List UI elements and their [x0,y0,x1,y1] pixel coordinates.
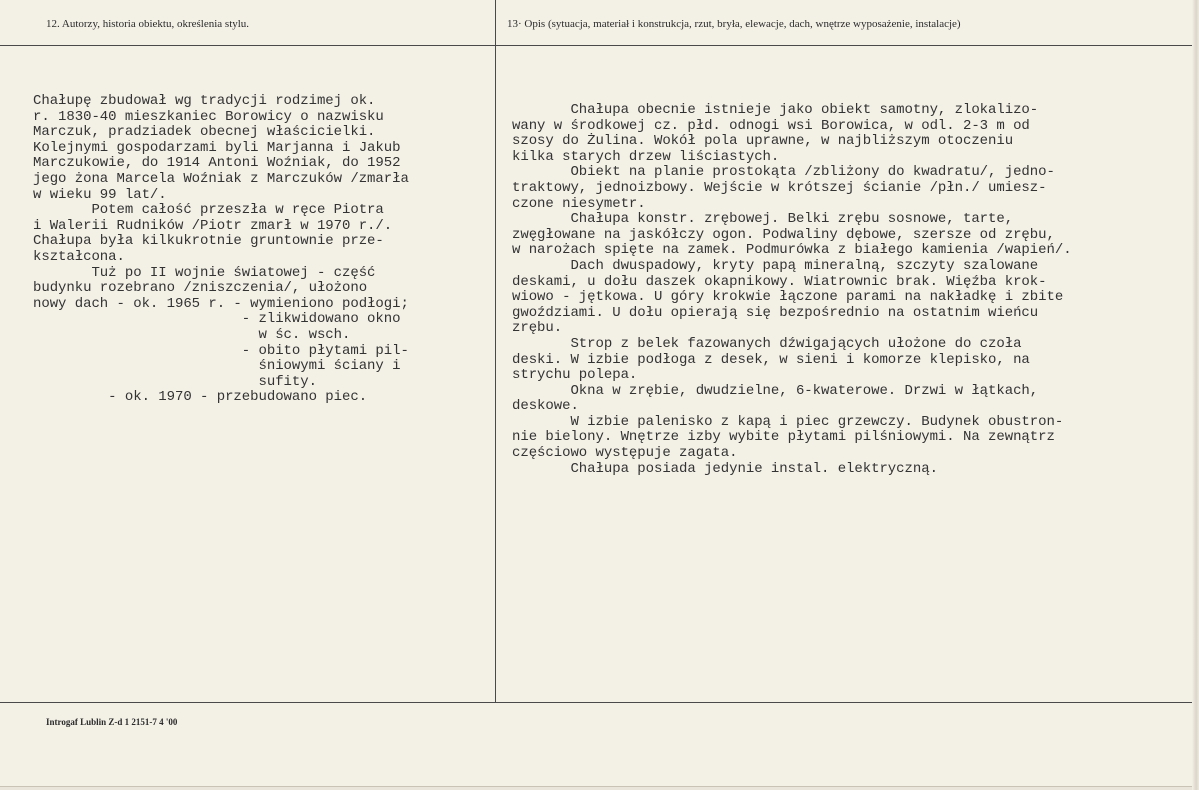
text-line: jego żona Marcela Woźniak z Marczuków /zmarła [33,170,409,187]
text-line: deski. W izbie podłoga z desek, w sieni i komorze klepisko, na [512,351,1030,368]
text-line: nowy dach - ok. 1965 r. - wymieniono podłogi; [33,295,409,312]
text-line: Marczuk, pradziadek obecnej właścicielki. [33,124,376,141]
text-line: deskowe. [512,398,579,415]
footer-divider [0,702,1192,703]
text-line: wany w środkowej cz. płd. odnogi wsi Borowica, w odl. 2-3 m od [512,117,1030,134]
text-line: Dach dwuspadowy, kryty papą mineralną, szczyty szalowane [512,257,1039,274]
text-line: Chałupa posiada jedynie instal. elektryczną. [512,460,938,477]
text-line: Obiekt na planie prostokąta /zbliżony do kwadratu/, jedno- [512,164,1055,181]
form-header [0,0,1192,46]
text-line: w śc. wsch. [33,326,351,343]
text-line: wiowo - jętkowa. U góry krokwie łączone parami na nakładkę i zbite [512,289,1064,306]
text-line: czone niesymetr. [512,195,646,212]
text-line: r. 1830-40 mieszkaniec Borowicy o nazwisku [33,108,384,125]
text-line: kilka starych drzew liściastych. [512,148,780,165]
sheet-edge [1192,0,1199,790]
text-line: deskami, u dołu daszek okapnikowy. Wiatrownic brak. Więźba krok- [512,273,1047,290]
text-line: Chałupa konstr. zrębowej. Belki zrębu sosnowe, tarte, [512,211,1014,228]
text-line: częściowo występuje zagata. [512,445,738,462]
text-line: Kolejnymi gospodarzami byli Marjanna i Jakub [33,139,401,156]
text-line: sufity. [33,373,317,390]
text-line: kształcona. [33,248,125,265]
text-line: szosy do Żulina. Wokół pola uprawne, w najbliższym otoczeniu [512,133,1014,150]
text-line: W izbie palenisko z kapą i piec grzewczy. Budynek obustron- [512,413,1064,430]
text-line: Chałupa obecnie istnieje jako obiekt samotny, zlokalizo- [512,102,1039,118]
text-line: gwoździami. U dołu opierają się bezpośrednio na ostatnim wieńcu [512,304,1039,321]
text-line: Chałupę zbudował wg tradycji rodzimej ok. [33,93,376,109]
text-line: strychu polepa. [512,367,638,384]
text-line: Tuż po II wojnie światowej - część [33,264,376,281]
text-line: nie bielony. Wnętrze izby wybite płytami pilśniowymi. Na zewnątrz [512,429,1055,446]
description-text [512,103,1072,477]
text-line: w wieku 99 lat/. [33,186,167,203]
text-line: - obito płytami pil- [33,342,409,359]
text-line: - ok. 1970 - przebudowano piec. [33,389,368,406]
text-line: traktowy, jednoizbowy. Wejście w krótszej ścianie /płn./ umiesz- [512,179,1047,196]
text-line: - zlikwidowano okno [33,311,401,328]
text-line: śniowymi ściany i [33,358,401,375]
text-line: Okna w zrębie, dwudzielne, 6-kwaterowe. Drzwi w łątkach, [512,382,1039,399]
text-line: Potem całość przeszła w ręce Piotra [33,202,384,219]
section-12-label: 12. Autorzy, historia obiektu, określenia stylu. [46,18,250,30]
column-divider [495,0,496,702]
text-line: i Walerii Rudników /Piotr zmarł w 1970 r./. [33,217,393,234]
text-line: Strop z belek fazowanych dźwigających ułożone do czoła [512,335,1022,352]
printer-imprint: Introgaf Lublin Z-d 1 2151-7 4 '00 [46,717,178,727]
text-line: Chałupa była kilkukrotnie gruntownie prze- [33,233,384,250]
section-13-label: 13· Opis (sytuacja, materiał i konstrukcja, rzut, bryła, elewacje, dach, wnętrze wyposażenie, instalacje) [507,18,961,30]
text-line: w narożach spięte na zamek. Podmurówka z białego kamienia /wapień/. [512,242,1072,259]
text-line: Marczukowie, do 1914 Antoni Woźniak, do 1952 [33,155,401,172]
text-line: zrębu. [512,320,563,337]
text-line: budynku rozebrano /zniszczenia/, ułożono [33,280,368,297]
text-line: zwęgłowane na jaskółczy ogon. Podwaliny dębowe, szersze od zrębu, [512,226,1055,243]
history-text [33,94,409,406]
